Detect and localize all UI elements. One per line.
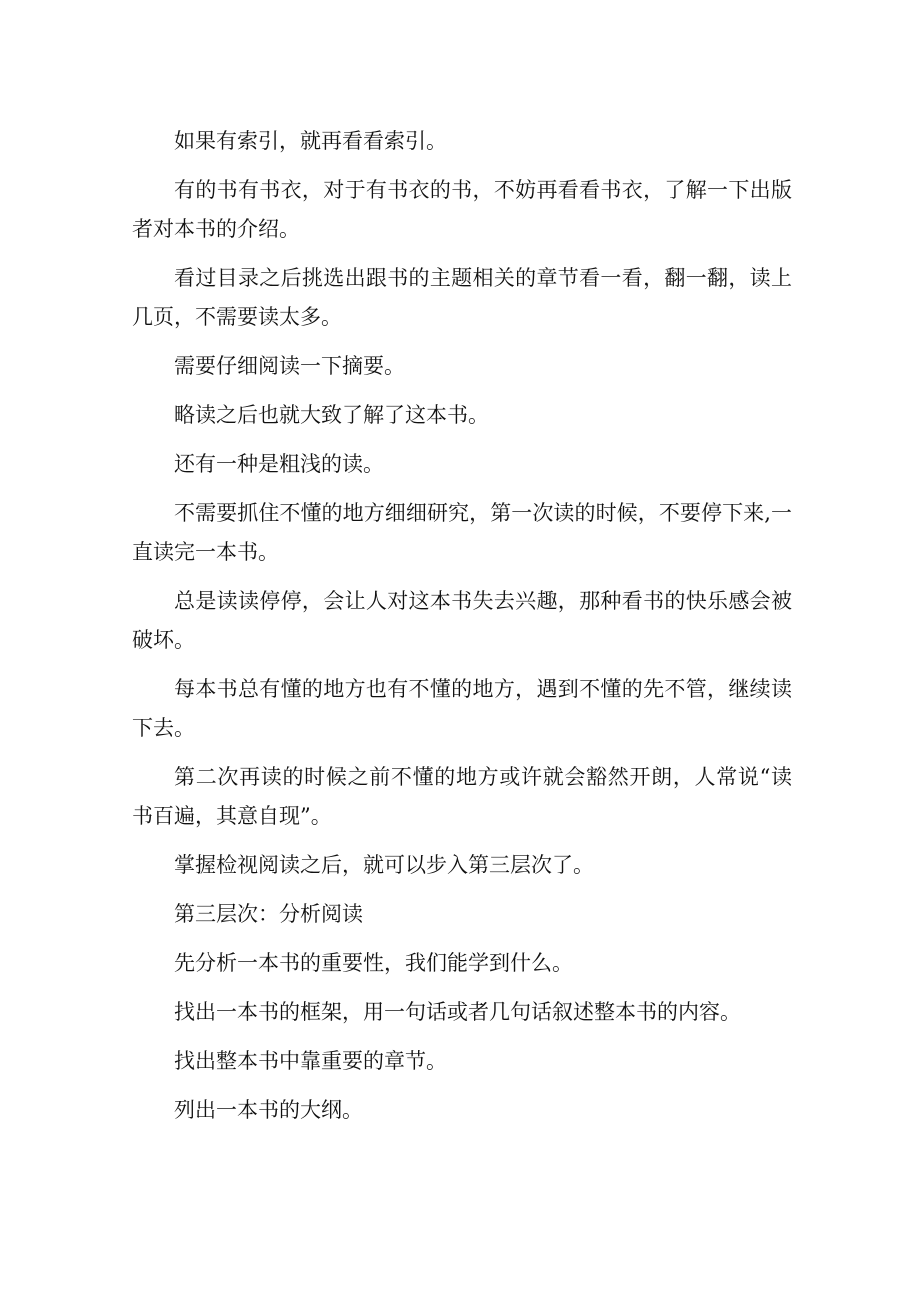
paragraph-13: 先分析一本书的重要性，我们能学到什么。: [174, 951, 573, 975]
paragraph-4: 需要仔细阅读一下摘要。: [174, 354, 405, 378]
paragraph-7: 不需要抓住不懂的地方细细研究，第一次读的时候，不要停下来,一直读完一本书。: [132, 501, 792, 564]
section-heading: 第三层次：分析阅读: [174, 902, 363, 926]
paragraph-15: 找出整本书中靠重要的章节。: [174, 1049, 447, 1073]
paragraph-6: 还有一种是粗浅的读。: [174, 452, 384, 476]
paragraph-3: 看过目录之后挑选出跟书的主题相关的章节看一看，翻一翻，读上几页，不需要读太多。: [132, 266, 792, 329]
paragraph-8: 总是读读停停，会让人对这本书失去兴趣，那种看书的快乐感会被破坏。: [132, 589, 792, 652]
paragraph-9: 每本书总有懂的地方也有不懂的地方，遇到不懂的先不管，继续读下去。: [132, 677, 792, 740]
paragraph-11: 掌握检视阅读之后，就可以步入第三层次了。: [174, 853, 594, 877]
paragraph-14: 找出一本书的框架，用一句话或者几句话叙述整本书的内容。: [174, 1000, 741, 1024]
paragraph-2: 有的书有书衣，对于有书衣的书，不妨再看看书衣，了解一下出版者对本书的介绍。: [132, 178, 792, 241]
document-body: [132, 122, 792, 1140]
paragraph-16: 列出一本书的大纲。: [174, 1098, 363, 1122]
paragraph-10: 第二次再读的时候之前不懂的地方或许就会豁然开朗，人常说“读书百遍，其意自现”。: [132, 765, 792, 828]
paragraph-5: 略读之后也就大致了解了这本书。: [174, 403, 489, 427]
paragraph-1: 如果有索引，就再看看索引。: [174, 129, 447, 153]
